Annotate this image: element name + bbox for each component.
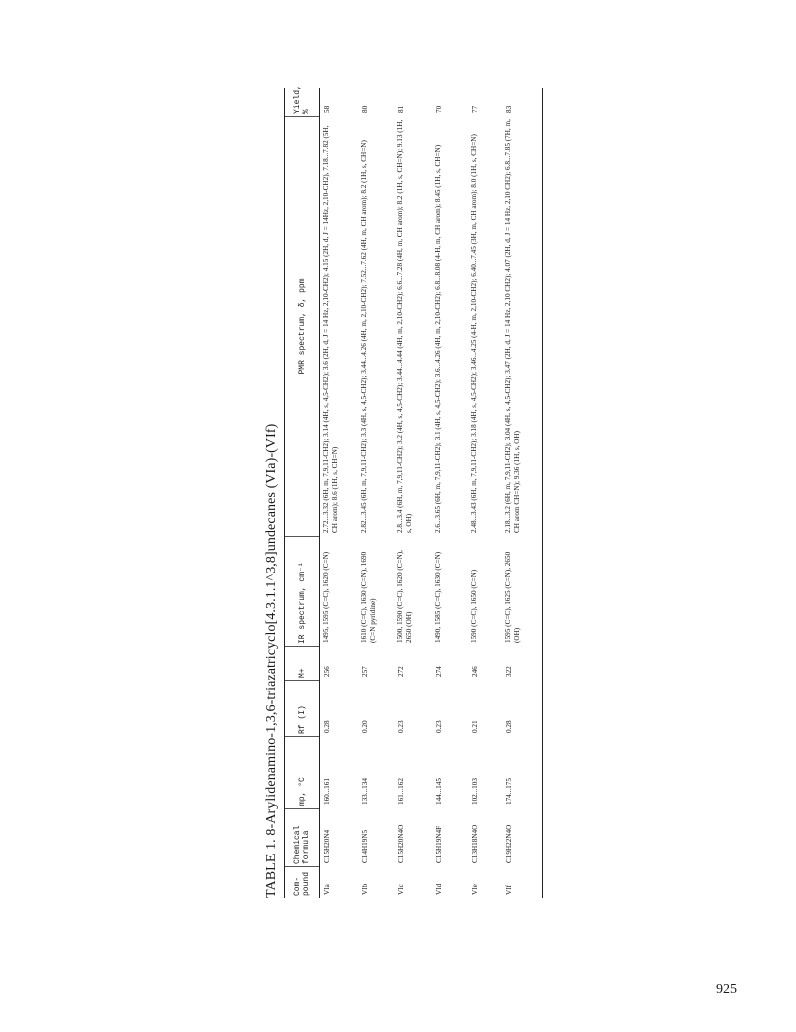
table-row [358, 88, 394, 898]
header-pmr: PMR spectrum, δ, ppm [285, 116, 319, 536]
header-ir: IR spectrum, cm⁻¹ [285, 536, 319, 646]
table-row [468, 88, 502, 898]
cell-yield: 83 [505, 105, 513, 113]
cell-pmr: 2.48...3.43 (6H, m, 7,9,11-CH2); 3.18 (4H, s, 4,5-CH2); 3.46...4.25 (4-H, m, 2,10-CH2); 6.40...7.45 (3H, m, CH arom); 8.0 (1H, s, CH=N) [470, 134, 478, 533]
table-title: TABLE 1. 8-Arylidenamino-1,3,6-triazatricyclo[4.3.1.1^3,8]undecanes (VIa)-(VIf) [264, 423, 279, 898]
header-rf: Rf (I) [285, 680, 319, 736]
cell-formula: C13H18N4O [471, 824, 479, 863]
cell-mp: 161...162 [397, 778, 405, 805]
table-row [502, 88, 542, 898]
header-compound: Com-pound [285, 866, 319, 898]
cell-ir: 1590 (C=C), 1650 (C=N) [470, 569, 478, 643]
cell-mp: 144...145 [435, 778, 443, 805]
cell-pmr: 2.72...3.32 (6H, m, 7,9,11-CH2); 3.14 (4H, s, 4,5-CH2); 3.6 (2H, d, J = 14 Hz, 2,10-CH2); 4.15 (2H, d, J = 14Hz, 2,10-CH2), 7.18...7.82 (5H, CH arom); 8.6 (1H, s, CH=N) [322, 125, 339, 533]
data-table [284, 85, 543, 898]
cell-yield: 81 [397, 105, 405, 113]
cell-compound: VIa [323, 884, 331, 895]
cell-mp: 174...175 [505, 778, 513, 805]
cell-pmr: 2.8...3.4 (6H, m, 7,9,11-CH2); 3.2 (4H, s, 4,5-CH2); 3.44...4.44 (4H, m, 2,10-CH2); 6.6...7.28 (4H, m, CH arom); 8.2 (1H, s, CH=N); 9.13 (1H, s, OH) [396, 119, 413, 533]
cell-ir: 1595 (C=C), 1625 (C=N), 2650 (OH) [504, 551, 521, 643]
cell-rf: 0.28 [323, 720, 331, 733]
cell-mplus: 274 [435, 666, 443, 677]
cell-rf: 0.28 [505, 720, 513, 733]
cell-formula: C15H20N4 [323, 829, 331, 863]
table-header [285, 85, 320, 898]
cell-ir: 1490, 1585 (C=C), 1630 (C=N) [434, 551, 442, 643]
cell-formula: C19H22N4O [505, 824, 513, 863]
cell-mplus: 256 [323, 666, 331, 677]
cell-ir: 1500, 1590 (C=C), 1620 (C=N), 2650 (OH) [396, 550, 413, 643]
table-row [432, 88, 468, 898]
cell-ir: 1495, 1595 (C=C), 1620 (C=N) [322, 551, 330, 643]
cell-compound: VId [435, 883, 443, 895]
rotated-table-block [264, 85, 521, 898]
cell-mp: 160...161 [323, 778, 331, 805]
cell-mp: 133...134 [361, 778, 369, 805]
cell-formula: C15H19N4F [435, 825, 443, 863]
cell-yield: 77 [471, 105, 479, 113]
cell-mplus: 246 [471, 666, 479, 677]
cell-yield: 80 [361, 105, 369, 113]
cell-pmr: 2.18...3.2 (6H, m, 7,9,11-CH2); 3.04 (4H, s, 4,5-CH2); 3.47 (2H, d, J = 14 Hz, 2,10 CH2); 4.07 (2H, d, J = 14 Hz, 2,10 CH2); 6.8...7.85 (7H, m, CH arom CH=N); 9.36 (1H, s, OH) [504, 119, 521, 533]
header-yield: Yield, % [293, 85, 311, 114]
cell-mp: 102...103 [471, 778, 479, 805]
page-number: 925 [716, 982, 737, 997]
cell-formula: C15H20N4O [397, 824, 405, 863]
cell-rf: 0.23 [435, 720, 443, 733]
header-mplus: M+ [285, 646, 319, 680]
cell-ir: 1610 (C=C), 1630 (C=N), 1690 (C=N pyridine) [360, 551, 377, 643]
cell-mplus: 272 [397, 666, 405, 677]
header-formula: Chemical formula [285, 808, 319, 866]
table-row [394, 88, 432, 898]
cell-rf: 0.23 [397, 720, 405, 733]
cell-yield: 70 [435, 105, 443, 113]
cell-compound: VIb [361, 883, 369, 895]
cell-mplus: 257 [361, 666, 369, 677]
cell-yield: 58 [323, 105, 331, 113]
header-mp: mp, °C [285, 736, 319, 808]
cell-compound: VIc [397, 884, 405, 895]
cell-pmr: 2.6...3.65 (6H, m, 7,9,11-CH2); 3.1 (4H, s, 4,5-CH2); 3.6...4.26 (4H, m, 2,10-CH2); 6.8...8.08 (4-H, m, CH arom); 8.45 (1H, s, CH=N) [434, 144, 442, 533]
table-row [320, 88, 358, 898]
cell-rf: 0.20 [361, 720, 369, 733]
cell-compound: VIe [471, 884, 479, 895]
cell-rf: 0.21 [471, 720, 479, 733]
cell-compound: VIf [505, 885, 513, 895]
cell-pmr: 2.82...3.45 (6H, m, 7,9,11-CH2); 3.3 (4H, s, 4,5-CH2); 3.44...4.26 (4H, m, 2,10-CH2); 7.52...7.62 (4H, m, CH arom); 8.2 (1H, s, CH=N) [360, 140, 368, 533]
cell-formula: C14H19N5 [361, 829, 369, 863]
cell-mplus: 322 [505, 666, 513, 677]
